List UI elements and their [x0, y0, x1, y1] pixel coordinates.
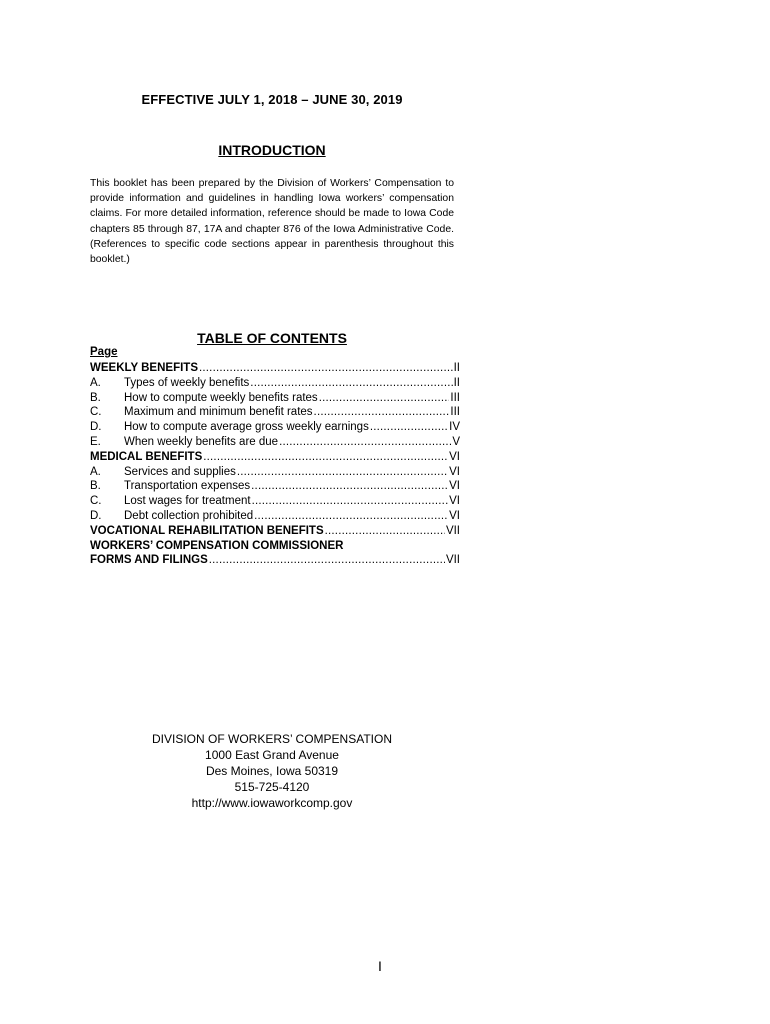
toc-entry-letter: B.	[90, 480, 101, 493]
toc-dot-leader	[319, 391, 450, 406]
city-state-zip: Des Moines, Iowa 50319	[205, 764, 339, 778]
toc-entry-title: MEDICAL BENEFITS	[90, 450, 203, 463]
toc-dot-leader	[279, 435, 451, 450]
toc-entry-letter: B.	[90, 391, 101, 404]
toc-entry-title: When weekly benefits are due	[124, 435, 279, 448]
street-address: 1000 East Grand Avenue	[205, 748, 339, 762]
toc-entry-page: III	[450, 391, 460, 404]
website-url: http://www.iowaworkcomp.gov	[191, 796, 353, 810]
toc-entry-title: How to compute weekly benefits rates	[124, 391, 318, 404]
toc-entry	[90, 450, 460, 465]
toc-entry	[90, 479, 460, 494]
toc-dot-leader	[203, 450, 448, 465]
toc-entry-letter: A.	[90, 465, 101, 478]
toc-dot-leader	[370, 420, 448, 435]
toc-dot-leader	[314, 405, 450, 420]
toc-entry-page: II	[453, 376, 460, 389]
toc-entry-title: FORMS AND FILINGS	[90, 554, 208, 567]
toc-dot-leader	[199, 361, 453, 376]
toc-entry-title: Maximum and minimum benefit rates	[124, 406, 313, 419]
toc-heading: TABLE OF CONTENTS	[197, 330, 347, 346]
toc-entry-page: VII	[445, 524, 460, 537]
address-block	[90, 731, 454, 811]
toc-entry-page: VII	[445, 554, 460, 567]
toc-entry-letter: A.	[90, 376, 101, 389]
toc-entry	[90, 405, 460, 420]
toc-entry-page: VI	[449, 480, 460, 493]
toc-entry	[90, 361, 460, 376]
toc-entry-title: WEEKLY BENEFITS	[90, 362, 198, 374]
toc-entry-page: V	[452, 435, 460, 448]
toc-entry-title: Services and supplies	[124, 465, 236, 478]
table-of-contents	[90, 361, 460, 568]
toc-dot-leader	[237, 465, 448, 480]
toc-entry-page: VI	[449, 495, 460, 508]
toc-entry-title: Debt collection prohibited	[124, 509, 254, 522]
toc-entry	[90, 494, 460, 509]
toc-entry-page: II	[453, 362, 460, 374]
introduction-heading: INTRODUCTION	[218, 142, 326, 158]
toc-page-column-label: Page	[90, 346, 118, 358]
toc-entry	[90, 553, 460, 568]
toc-entry	[90, 524, 460, 539]
organization-name: DIVISION OF WORKERS’ COMPENSATION	[151, 732, 393, 746]
toc-entry-letter: D.	[90, 509, 102, 522]
toc-dot-leader	[325, 524, 445, 539]
toc-entry	[90, 509, 460, 524]
toc-entry-letter: C.	[90, 495, 102, 508]
toc-entry-title: VOCATIONAL REHABILITATION BENEFITS	[90, 524, 324, 537]
toc-entry-letter: E.	[90, 435, 101, 448]
page-number: I	[378, 958, 382, 974]
toc-entry-title: Types of weekly benefits	[124, 376, 250, 389]
toc-entry-title: WORKERS’ COMPENSATION COMMISSIONER	[90, 539, 344, 552]
toc-dot-leader	[251, 479, 448, 494]
toc-entry-page: VI	[449, 509, 460, 522]
toc-entry-title: Lost wages for treatment	[124, 495, 251, 508]
phone-number: 515-725-4120	[234, 780, 310, 794]
effective-dates-line: EFFECTIVE JULY 1, 2018 – JUNE 30, 2019	[141, 92, 403, 107]
toc-entry	[90, 376, 460, 391]
toc-dot-leader	[254, 509, 448, 524]
toc-entry-page: VI	[449, 465, 460, 478]
toc-entry-title: Transportation expenses	[124, 480, 251, 493]
toc-entry-page: IV	[449, 421, 460, 434]
toc-dot-leader	[252, 494, 449, 509]
toc-entry-title: How to compute average gross weekly earnings	[124, 421, 369, 434]
toc-dot-leader	[209, 553, 445, 568]
toc-entry-letter: C.	[90, 406, 102, 419]
toc-entry	[90, 539, 460, 554]
toc-entry-page: VI	[449, 450, 460, 463]
toc-entry-page: III	[450, 406, 460, 419]
toc-entry	[90, 435, 460, 450]
toc-dot-leader	[250, 376, 452, 391]
toc-entry	[90, 420, 460, 435]
toc-entry	[90, 465, 460, 480]
introduction-body: This booklet has been prepared by the Division of Workers’ Compensation to provide information and guidelines in handling Iowa workers’ compensation claims. For more detailed information, reference should be made to Iowa Code chapters 85 through 87, 17A and chapter 876 of the Iowa Administrative Code. (References to specific code sections appear in parenthesis throughout this booklet.)	[90, 178, 454, 266]
toc-entry-letter: D.	[90, 421, 102, 434]
toc-entry	[90, 391, 460, 406]
